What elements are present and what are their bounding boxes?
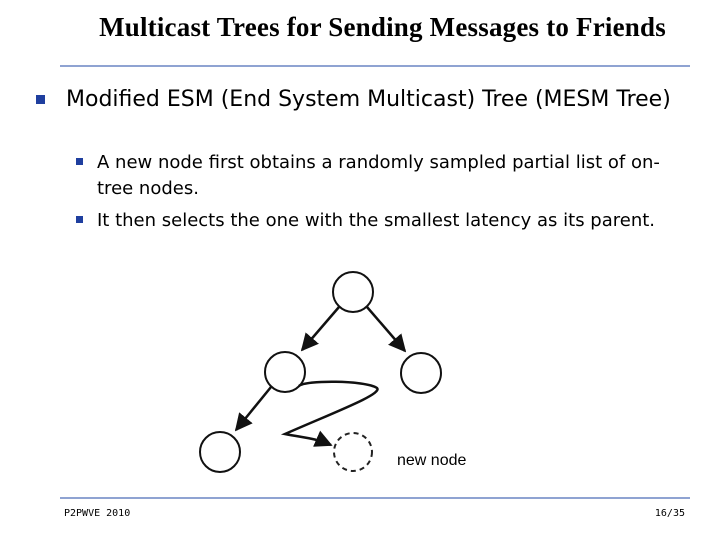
- main-bullet-text: Modified ESM (End System Multicast) Tree (MESM Tree): [66, 87, 671, 112]
- tree-node-right: [401, 353, 441, 393]
- tree-edge-left-leaf: [236, 387, 271, 430]
- main-bullet: [36, 86, 676, 114]
- tree-edge-root-left: [302, 307, 339, 350]
- sub-bullet-item: [76, 208, 696, 234]
- sub-bullet-text: It then selects the one with the smallest latency as its parent.: [97, 210, 656, 231]
- tree-node-root: [333, 272, 373, 312]
- sub-bullet-item: [76, 150, 696, 202]
- slide-title: Multicast Trees for Sending Messages to Friends: [99, 12, 666, 42]
- new-node-label: new node: [397, 452, 467, 469]
- new-node: [334, 433, 372, 471]
- footer-divider: [60, 497, 690, 499]
- tree-node-leaf: [200, 432, 240, 472]
- tree-edge-root-right: [367, 307, 405, 351]
- page-number: 16/35: [654, 508, 685, 519]
- bullet-square-icon: [76, 158, 83, 165]
- sub-bullet-list: [76, 150, 696, 240]
- bullet-square-icon: [36, 95, 45, 104]
- sub-bullet-text: A new node first obtains a randomly sampled partial list of on-tree nodes.: [97, 152, 660, 199]
- title-divider: [60, 65, 690, 67]
- footer-conference: P2PWVE 2010: [64, 508, 131, 519]
- bullet-square-icon: [76, 216, 83, 223]
